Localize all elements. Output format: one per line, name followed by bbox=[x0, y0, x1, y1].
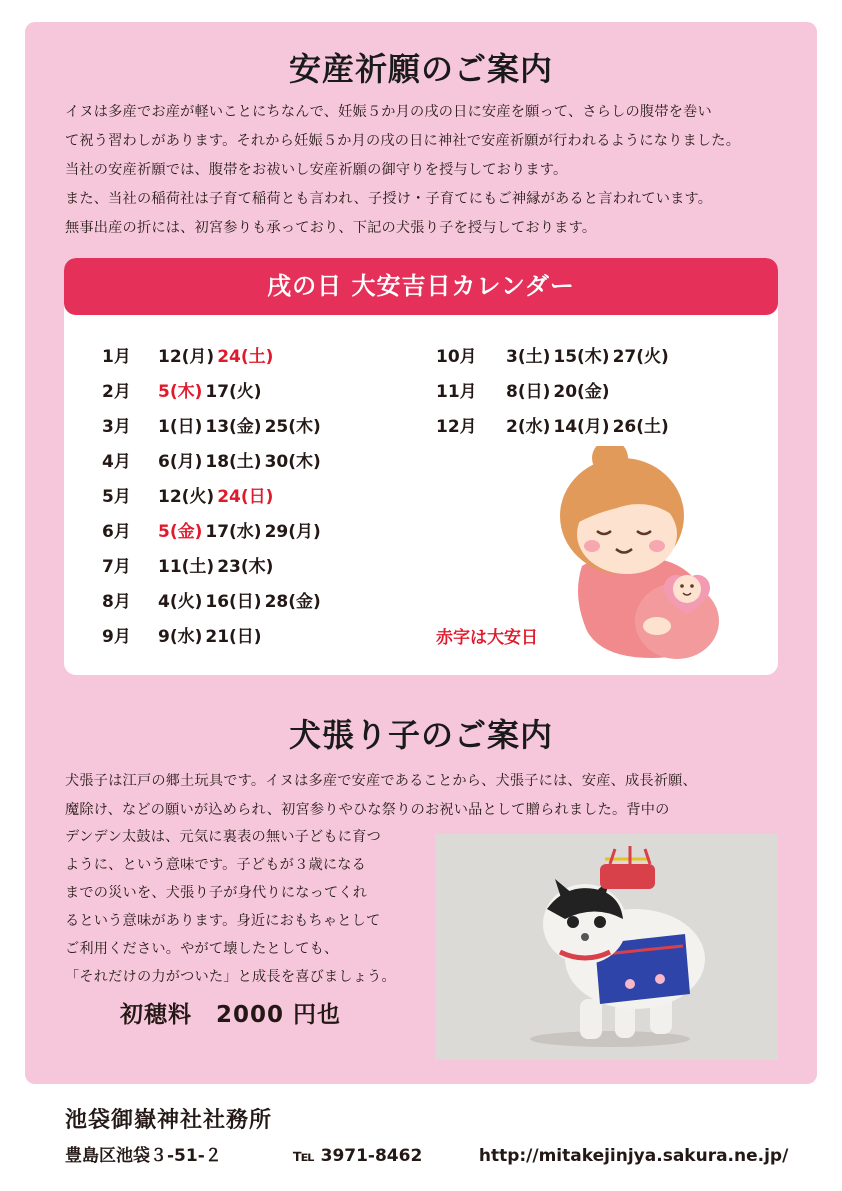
calendar-row bbox=[102, 412, 324, 437]
calendar-month: 4月 bbox=[102, 452, 131, 472]
calendar-month: 10月 bbox=[436, 347, 477, 367]
inu-day: 21(日) bbox=[205, 627, 262, 647]
calendar-row bbox=[102, 622, 265, 647]
inu-day: 13(金) bbox=[205, 417, 262, 437]
inuhariko-line: るという意味があります。身近におもちゃとして bbox=[65, 913, 381, 929]
footer-office-name: 池袋御嶽神社社務所 bbox=[65, 1108, 273, 1133]
inu-day: 6(月) bbox=[158, 452, 203, 472]
inu-day: 12(月) bbox=[158, 347, 215, 367]
calendar-month: 9月 bbox=[102, 627, 131, 647]
red-note: 赤字は大安日 bbox=[436, 628, 538, 648]
inuhariko-photo bbox=[435, 834, 778, 1060]
pregnant-woman-illustration bbox=[542, 446, 737, 661]
page-title: 安産祈願のご案内 bbox=[288, 50, 553, 88]
inuhariko-line: 犬張子は江戸の郷土玩具です。イヌは多産で安産であることから、犬張子には、安産、成長祈願、 bbox=[65, 773, 697, 789]
inu-day: 17(水) bbox=[205, 522, 262, 542]
calendar-row bbox=[102, 587, 324, 612]
intro-line: また、当社の稲荷社は子育て稲荷とも言われ、子授け・子育てにもご神縁があると言われています。 bbox=[65, 191, 713, 207]
inu-day: 28(金) bbox=[264, 592, 321, 612]
calendar-row bbox=[436, 412, 672, 437]
calendar-month: 3月 bbox=[102, 417, 131, 437]
calendar-row bbox=[102, 482, 276, 507]
inu-day: 17(火) bbox=[205, 382, 262, 402]
inuhariko-line: デンデン太鼓は、元気に裏表の無い子どもに育つ bbox=[65, 829, 381, 845]
calendar-month: 11月 bbox=[436, 382, 477, 402]
taian-day: 5(木) bbox=[158, 382, 203, 402]
fee: 初穂料 2000 円也 bbox=[120, 1002, 342, 1028]
footer-address: 豊島区池袋３‐51‐２ bbox=[65, 1146, 222, 1166]
calendar-card bbox=[64, 258, 778, 675]
calendar-month: 12月 bbox=[436, 417, 477, 437]
taian-day: 24(日) bbox=[217, 487, 274, 507]
inu-day: 29(月) bbox=[264, 522, 321, 542]
calendar-month: 8月 bbox=[102, 592, 131, 612]
inu-day: 23(木) bbox=[217, 557, 274, 577]
footer-tel: ℡ 3971‐8462 bbox=[292, 1146, 423, 1166]
calendar-month: 5月 bbox=[102, 487, 131, 507]
inuhariko-line: 「それだけの力がついた」と成長を喜びましょう。 bbox=[65, 969, 396, 985]
inu-day: 15(木) bbox=[553, 347, 610, 367]
inu-day: 26(土) bbox=[612, 417, 669, 437]
inu-day: 25(木) bbox=[264, 417, 321, 437]
inuhariko-line: 魔除け、などの願いが込められ、初宮参りやひな祭りのお祝い品として贈られました。背中の bbox=[65, 802, 670, 818]
calendar-month: 2月 bbox=[102, 382, 131, 402]
inu-day: 11(土) bbox=[158, 557, 215, 577]
footer-url[interactable]: http://mitakejinjya.sakura.ne.jp/ bbox=[478, 1146, 789, 1166]
inu-day: 27(火) bbox=[612, 347, 669, 367]
inuhariko-line: までの災いを、犬張り子が身代りになってくれ bbox=[65, 885, 368, 901]
inu-day: 9(水) bbox=[158, 627, 203, 647]
inu-day: 8(日) bbox=[506, 382, 551, 402]
calendar-month: 7月 bbox=[102, 557, 131, 577]
inu-day: 16(日) bbox=[205, 592, 262, 612]
inuhariko-title: 犬張り子のご案内 bbox=[288, 716, 553, 754]
inu-day: 1(日) bbox=[158, 417, 203, 437]
intro-line: て祝う習わしがあります。それから妊娠５か月の戌の日に神社で安産祈願が行われるようになりました。 bbox=[65, 133, 741, 149]
inu-day: 14(月) bbox=[553, 417, 610, 437]
footer-contact bbox=[65, 1141, 788, 1166]
intro-line: イヌは多産でお産が軽いことにちなんで、妊娠５か月の戌の日に安産を願って、さらしの腹帯を巻い bbox=[65, 104, 712, 120]
inu-day: 12(火) bbox=[158, 487, 215, 507]
inu-day: 3(土) bbox=[506, 347, 551, 367]
inu-day: 30(木) bbox=[264, 452, 321, 472]
calendar-row bbox=[436, 377, 613, 402]
inuhariko-line: ご利用ください。やがて壊したとしても、 bbox=[65, 941, 339, 957]
calendar-month: 6月 bbox=[102, 522, 131, 542]
calendar-row bbox=[436, 342, 672, 367]
calendar-title: 戌の日 大安吉日カレンダー bbox=[64, 258, 778, 315]
taian-day: 24(土) bbox=[217, 347, 274, 367]
calendar-row bbox=[102, 517, 324, 542]
calendar-row bbox=[102, 342, 276, 367]
inu-day: 18(土) bbox=[205, 452, 262, 472]
calendar-month: 1月 bbox=[102, 347, 131, 367]
inu-day: 4(火) bbox=[158, 592, 203, 612]
inu-day: 20(金) bbox=[553, 382, 610, 402]
calendar-row bbox=[102, 447, 324, 472]
intro-line: 当社の安産祈願では、腹帯をお祓いし安産祈願の御守りを授与しております。 bbox=[65, 162, 568, 178]
calendar-row bbox=[102, 377, 265, 402]
calendar-row bbox=[102, 552, 276, 577]
intro-line: 無事出産の折には、初宮参りも承っており、下記の犬張り子を授与しております。 bbox=[65, 220, 597, 236]
taian-day: 5(金) bbox=[158, 522, 203, 542]
inu-day: 2(水) bbox=[506, 417, 551, 437]
inuhariko-line: ように、という意味です。子どもが３歳になる bbox=[65, 857, 367, 873]
